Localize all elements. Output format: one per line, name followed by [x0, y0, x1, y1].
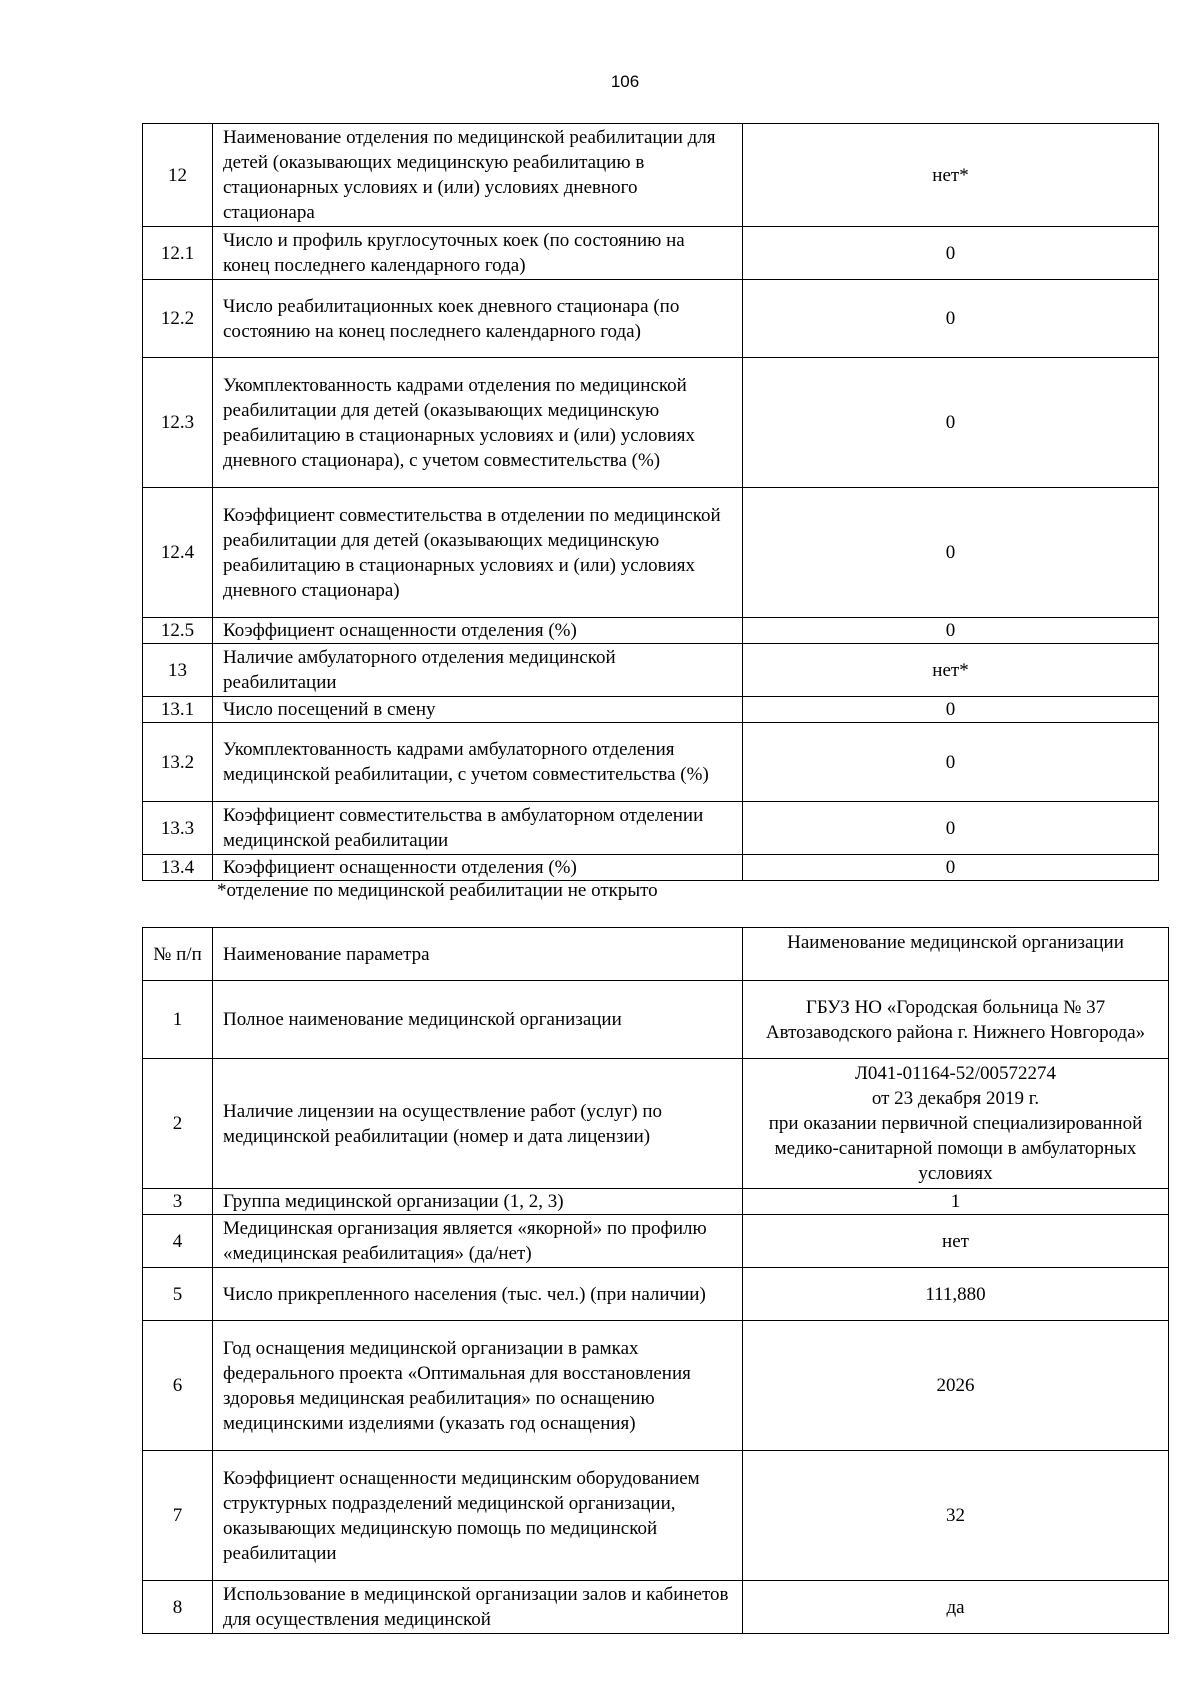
table-row — [143, 802, 1159, 855]
row-number: 1 — [143, 981, 213, 1059]
license-info — [743, 1059, 1169, 1189]
organization-parameters-table — [142, 927, 1169, 1634]
table-row — [143, 697, 1159, 723]
row-number: 6 — [143, 1321, 213, 1451]
rehab-children-table — [142, 123, 1159, 881]
column-header-organization: Наименование медицинской организации — [743, 928, 1169, 981]
parameter-name: Число реабилитационных коек дневного стационара (по состоянию на конец последнего календарного года) — [213, 280, 743, 358]
parameter-name: Использование в медицинской организации залов и кабинетов для осуществления медицинской — [213, 1581, 743, 1634]
row-number: 5 — [143, 1268, 213, 1321]
row-number: 2 — [143, 1059, 213, 1189]
table-row — [143, 1581, 1169, 1634]
parameter-value: нет — [743, 1215, 1169, 1268]
table-row — [143, 1321, 1169, 1451]
parameter-value: 0 — [743, 697, 1159, 723]
parameter-name: Коэффициент совместительства в отделении по медицинской реабилитации для детей (оказывающих медицинскую реабилитацию в стационарных условиях и (или) условиях дневного стационара) — [213, 488, 743, 618]
table-row — [143, 227, 1159, 280]
parameter-value: 111,880 — [743, 1268, 1169, 1321]
parameter-value: нет* — [743, 124, 1159, 227]
parameter-name: Число посещений в смену — [213, 697, 743, 723]
parameter-value: 0 — [743, 723, 1159, 802]
table-row — [143, 1268, 1169, 1321]
parameter-name: Медицинская организация является «якорной» по профилю «медицинская реабилитация» (да/нет) — [213, 1215, 743, 1268]
parameter-value: 0 — [743, 855, 1159, 881]
license-scope: при оказании первичной специализированной медико-санитарной помощи в амбулаторных условиях — [768, 1113, 1143, 1184]
row-number: 7 — [143, 1451, 213, 1581]
parameter-value: 32 — [743, 1451, 1169, 1581]
row-number: 12.1 — [143, 227, 213, 280]
parameter-name: Число и профиль круглосуточных коек (по состоянию на конец последнего календарного года) — [213, 227, 743, 280]
row-number: 13.4 — [143, 855, 213, 881]
footnote: *отделение по медицинской реабилитации не открыто — [217, 880, 658, 901]
parameter-value: 0 — [743, 280, 1159, 358]
row-number: 8 — [143, 1581, 213, 1634]
row-number: 13.1 — [143, 697, 213, 723]
parameter-name: Наименование отделения по медицинской реабилитации для детей (оказывающих медицинскую реабилитацию в стационарных условиях и (или) условиях дневного стационара — [213, 124, 743, 227]
parameter-value: 0 — [743, 618, 1159, 644]
table-row — [143, 1451, 1169, 1581]
table-row — [143, 1059, 1169, 1189]
column-header-parameter: Наименование параметра — [213, 928, 743, 981]
table-row — [143, 644, 1159, 697]
parameter-value: 0 — [743, 358, 1159, 488]
parameter-name: Коэффициент оснащенности отделения (%) — [213, 855, 743, 881]
parameter-value: 0 — [743, 227, 1159, 280]
row-number: 13.3 — [143, 802, 213, 855]
column-header-number: № п/п — [143, 928, 213, 981]
table-row — [143, 1215, 1169, 1268]
parameter-name: Наличие амбулаторного отделения медицинской реабилитации — [213, 644, 743, 697]
table-row — [143, 124, 1159, 227]
row-number: 4 — [143, 1215, 213, 1268]
parameter-value: 1 — [743, 1189, 1169, 1215]
row-number: 3 — [143, 1189, 213, 1215]
parameter-value: 2026 — [743, 1321, 1169, 1451]
parameter-value: ГБУЗ НО «Городская больница № 37 Автозаводского района г. Нижнего Новгорода» — [743, 981, 1169, 1059]
parameter-name: Коэффициент оснащенности отделения (%) — [213, 618, 743, 644]
table-row — [143, 855, 1159, 881]
row-number: 12.4 — [143, 488, 213, 618]
table-header-row — [143, 928, 1169, 981]
parameter-name: Коэффициент оснащенности медицинским оборудованием структурных подразделений медицинской организации, оказывающих медицинскую помощь по медицинской реабилитации — [213, 1451, 743, 1581]
parameter-value: да — [743, 1581, 1169, 1634]
parameter-name: Полное наименование медицинской организации — [213, 981, 743, 1059]
parameter-name: Год оснащения медицинской организации в рамках федерального проекта «Оптимальная для восстановления здоровья медицинская реабилитация» по оснащению медицинскими изделиями (указать год оснащения) — [213, 1321, 743, 1451]
row-number: 12.5 — [143, 618, 213, 644]
table-row — [143, 1189, 1169, 1215]
license-date: от 23 декабря 2019 г. — [871, 1088, 1040, 1109]
parameter-name: Число прикрепленного населения (тыс. чел.) (при наличии) — [213, 1268, 743, 1321]
parameter-name: Наличие лицензии на осуществление работ (услуг) по медицинской реабилитации (номер и дата лицензии) — [213, 1059, 743, 1189]
row-number: 13.2 — [143, 723, 213, 802]
table-row — [143, 280, 1159, 358]
parameter-value: 0 — [743, 802, 1159, 855]
license-number: Л041-01164-52/00572274 — [854, 1063, 1057, 1084]
parameter-value: 0 — [743, 488, 1159, 618]
table-row — [143, 618, 1159, 644]
parameter-name: Укомплектованность кадрами амбулаторного отделения медицинской реабилитации, с учетом совместительства (%) — [213, 723, 743, 802]
row-number: 12.2 — [143, 280, 213, 358]
table-row — [143, 981, 1169, 1059]
parameter-name: Укомплектованность кадрами отделения по медицинской реабилитации для детей (оказывающих медицинскую реабилитацию в стационарных условиях и (или) условиях дневного стационара), с учетом совместительства (%) — [213, 358, 743, 488]
parameter-name: Группа медицинской организации (1, 2, 3) — [213, 1189, 743, 1215]
table-row — [143, 488, 1159, 618]
parameter-value: нет* — [743, 644, 1159, 697]
table-row — [143, 723, 1159, 802]
row-number: 12 — [143, 124, 213, 227]
row-number: 12.3 — [143, 358, 213, 488]
table-row — [143, 358, 1159, 488]
row-number: 13 — [143, 644, 213, 697]
page-number: 106 — [610, 72, 640, 91]
parameter-name: Коэффициент совместительства в амбулаторном отделении медицинской реабилитации — [213, 802, 743, 855]
